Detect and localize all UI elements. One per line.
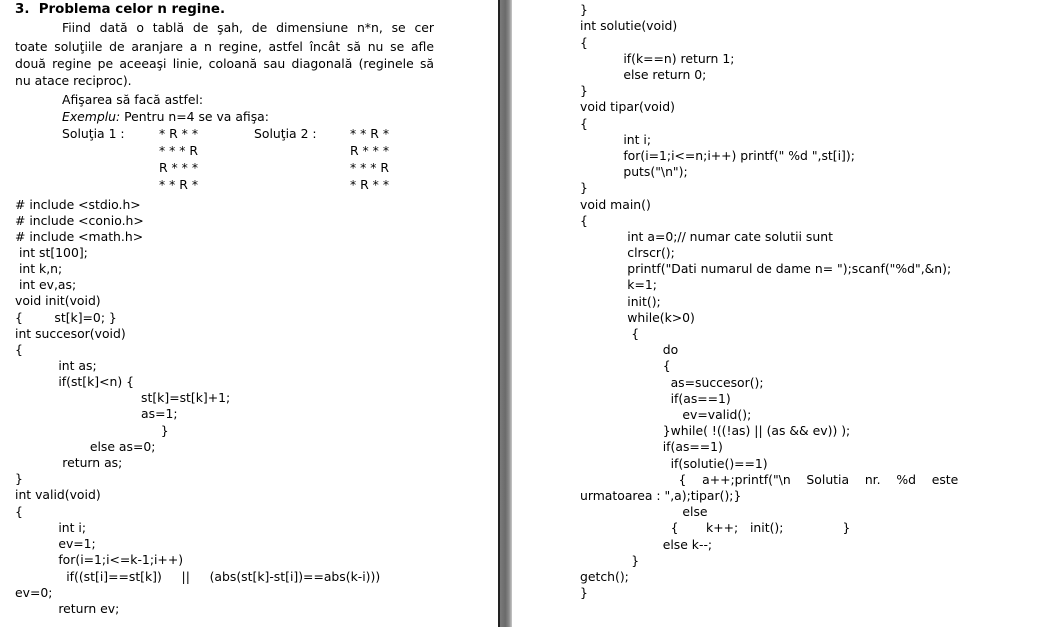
- code-line: do: [580, 342, 679, 357]
- code-line: if(st[k]<n) {: [15, 374, 135, 389]
- code-line: void tipar(void): [580, 99, 675, 114]
- solution-1-row: R * * *: [159, 160, 199, 175]
- code-line: urmatoarea : ",a);tipar();}: [580, 488, 742, 503]
- divider-shade: [500, 0, 512, 627]
- code-line: printf("Dati numarul de dame n= ");scanf("%d",&n);: [580, 261, 952, 276]
- code-line: return as;: [15, 455, 123, 470]
- code-line: }: [15, 471, 23, 486]
- solution-2-row: * * * R: [350, 160, 390, 175]
- solution-1-row: * R * *: [159, 126, 199, 141]
- code-line: while(k>0): [580, 310, 695, 325]
- code-line: k=1;: [580, 277, 657, 292]
- code-line: else k--;: [580, 537, 713, 552]
- solution-2-row: R * * *: [350, 143, 390, 158]
- code-line: }: [580, 585, 588, 600]
- code-line: getch();: [580, 569, 629, 584]
- code-line: {: [580, 116, 588, 131]
- solution-2-row: * R * *: [350, 177, 390, 192]
- code-line: int as;: [15, 358, 97, 373]
- code-line: void main(): [580, 197, 651, 212]
- code-line: {: [580, 326, 640, 341]
- code-line: { k++; init(); }: [580, 520, 851, 535]
- column-divider: [498, 0, 516, 627]
- code-line: st[k]=st[k]+1;: [15, 390, 231, 405]
- code-line: int k,n;: [15, 261, 63, 276]
- code-line: ev=valid();: [580, 407, 752, 422]
- code-line: int succesor(void): [15, 326, 126, 341]
- code-line: as=1;: [15, 406, 178, 421]
- code-line: # include <stdio.h>: [15, 197, 141, 212]
- code-line: int st[100];: [15, 245, 88, 260]
- code-line: }: [580, 180, 588, 195]
- code-line: else as=0;: [15, 439, 156, 454]
- example-text: Pentru n=4 se va afişa:: [120, 109, 269, 124]
- code-line: for(i=1;i<=k-1;i++): [15, 552, 184, 567]
- solution-1-row: * * R *: [159, 177, 199, 192]
- code-line: int i;: [580, 132, 652, 147]
- code-line: }: [580, 553, 640, 568]
- code-line: {: [580, 213, 588, 228]
- code-line: init();: [580, 294, 661, 309]
- code-line: { st[k]=0; }: [15, 310, 117, 325]
- code-line: }while( !((!as) || (as && ev)) );: [580, 423, 851, 438]
- code-line: for(i=1;i<=n;i++) printf(" %d ",st[i]);: [580, 148, 855, 163]
- code-line: {: [15, 504, 23, 519]
- code-line: void init(void): [15, 293, 101, 308]
- code-line: {: [15, 342, 23, 357]
- code-line: if(solutie()==1): [580, 456, 768, 471]
- code-line: # include <math.h>: [15, 229, 144, 244]
- code-line: int a=0;// numar cate solutii sunt: [580, 229, 833, 244]
- code-line: {: [580, 35, 588, 50]
- code-line: }: [580, 83, 588, 98]
- code-line: }: [15, 423, 169, 438]
- code-line: {: [580, 358, 671, 373]
- code-line: }: [580, 2, 588, 17]
- solution-1-label: Soluţia 1 :: [62, 126, 125, 141]
- solution-1-row: * * * R: [159, 143, 199, 158]
- problem-text-line: toate soluţiile de aranjare a n regine, astfel încât să nu se afle: [15, 39, 434, 54]
- code-line: { a++;printf("\n Solutia nr. %d este: [580, 472, 959, 487]
- code-line: int ev,as;: [15, 277, 77, 292]
- problem-title: 3. Problema celor n regine.: [15, 2, 226, 17]
- problem-text-line: nu atace reciproc).: [15, 73, 132, 88]
- code-line: ev=1;: [15, 536, 96, 551]
- code-line: as=succesor();: [580, 375, 764, 390]
- code-line: int solutie(void): [580, 18, 678, 33]
- code-line: int i;: [15, 520, 87, 535]
- code-line: ev=0;: [15, 585, 53, 600]
- display-intro: Afişarea să facă astfel:: [62, 92, 204, 107]
- code-line: if((st[i]==st[k]) || (abs(st[k]-st[i])==abs(k-i))): [15, 569, 381, 584]
- code-line: puts("\n");: [580, 164, 688, 179]
- code-line: int valid(void): [15, 487, 101, 502]
- code-line: if(as==1): [580, 391, 731, 406]
- problem-text-line: două regine pe aceeaşi linie, coloană sau diagonală (reginele să: [15, 56, 434, 71]
- code-line: if(k==n) return 1;: [580, 51, 735, 66]
- solution-2-row: * * R *: [350, 126, 390, 141]
- code-line: else: [580, 504, 708, 519]
- code-line: return ev;: [15, 601, 120, 616]
- example-label: Exemplu:: [62, 109, 121, 124]
- code-line: # include <conio.h>: [15, 213, 144, 228]
- code-line: if(as==1): [580, 439, 723, 454]
- code-line: else return 0;: [580, 67, 707, 82]
- solution-2-label: Soluţia 2 :: [254, 126, 317, 141]
- problem-text-line: Fiind dată o tablă de şah, de dimensiune n*n, se cer: [62, 20, 434, 35]
- code-line: clrscr();: [580, 245, 675, 260]
- example-line: [62, 109, 269, 125]
